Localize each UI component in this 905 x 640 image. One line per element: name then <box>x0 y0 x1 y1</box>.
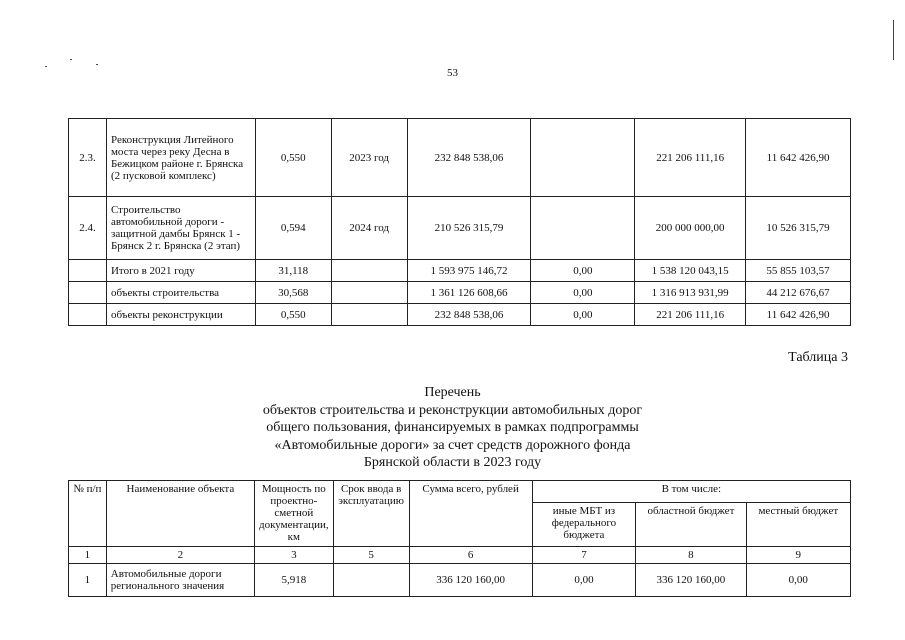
table-caption: Таблица 3 <box>788 350 848 365</box>
index-cell: 2 <box>106 547 254 564</box>
index-cell: 1 <box>69 547 107 564</box>
cell-name: объекты строительства <box>106 282 255 304</box>
cell-regional: 1 316 913 931,99 <box>635 282 746 304</box>
header-regional: областной бюджет <box>636 503 746 547</box>
cell-name: Автомобильные дороги регионального значения <box>106 564 254 597</box>
cell-total: 232 848 538,06 <box>407 304 531 326</box>
cell-federal: 0,00 <box>531 260 635 282</box>
cell-name: Реконструкция Литейного моста через реку Десна в Бежицком районе г. Брянска (2 пусковой комплекс) <box>106 119 255 197</box>
cell-num: 2.3. <box>69 119 107 197</box>
cell-regional: 221 206 111,16 <box>635 304 746 326</box>
table-row <box>69 119 851 197</box>
cell-regional: 200 000 000,00 <box>635 197 746 260</box>
table-header-row <box>69 481 851 503</box>
table-continuation <box>68 118 851 326</box>
cell-capacity: 0,550 <box>255 119 331 197</box>
index-cell: 3 <box>255 547 334 564</box>
cell-year <box>331 304 407 326</box>
table-row <box>69 564 851 597</box>
cell-capacity: 0,550 <box>255 304 331 326</box>
cell-total: 1 593 975 146,72 <box>407 260 531 282</box>
cell-total: 336 120 160,00 <box>409 564 532 597</box>
cell-federal <box>531 119 635 197</box>
index-cell: 6 <box>409 547 532 564</box>
cell-name: объекты реконструкции <box>106 304 255 326</box>
heading-line: Перечень <box>424 385 481 400</box>
cell-capacity: 0,594 <box>255 197 331 260</box>
header-federal: иные МБТ из федерального бюджета <box>532 503 636 547</box>
cell-federal <box>531 197 635 260</box>
cell-total: 232 848 538,06 <box>407 119 531 197</box>
heading-line: «Автомобильные дороги» за счет средств дорожного фонда <box>274 437 631 453</box>
heading-line: общего пользования, финансируемых в рамках подпрограммы <box>266 420 639 435</box>
cell-capacity: 5,918 <box>255 564 334 597</box>
cell-local: 11 642 426,90 <box>746 119 851 197</box>
header-num: № п/п <box>69 481 107 547</box>
scan-edge-line <box>893 20 894 60</box>
cell-federal: 0,00 <box>532 564 636 597</box>
cell-regional: 221 206 111,16 <box>635 119 746 197</box>
cell-capacity: 30,568 <box>255 282 331 304</box>
header-year: Срок ввода в эксплуатацию <box>333 481 409 547</box>
header-total: Сумма всего, рублей <box>409 481 532 547</box>
cell-federal: 0,00 <box>531 282 635 304</box>
cell-total: 1 361 126 608,66 <box>407 282 531 304</box>
cell-capacity: 31,118 <box>255 260 331 282</box>
index-cell: 5 <box>333 547 409 564</box>
cell-local: 0,00 <box>746 564 850 597</box>
header-local: местный бюджет <box>746 503 850 547</box>
table-row <box>69 260 851 282</box>
heading-line: объектов строительства и реконструкции автомобильных дорог <box>262 402 643 418</box>
header-name: Наименование объекта <box>106 481 254 547</box>
cell-year <box>333 564 409 597</box>
cell-num: 2.4. <box>69 197 107 260</box>
header-capacity: Мощность по проектно-сметной документации, км <box>255 481 334 547</box>
table-row <box>69 304 851 326</box>
cell-name: Итого в 2021 году <box>106 260 255 282</box>
cell-num <box>69 260 107 282</box>
table-row <box>69 282 851 304</box>
cell-federal: 0,00 <box>531 304 635 326</box>
cell-year <box>331 282 407 304</box>
cell-regional: 1 538 120 043,15 <box>635 260 746 282</box>
index-cell: 7 <box>532 547 636 564</box>
cell-local: 44 212 676,67 <box>746 282 851 304</box>
cell-year: 2023 год <box>331 119 407 197</box>
table-3 <box>68 480 851 597</box>
cell-year: 2024 год <box>331 197 407 260</box>
cell-num: 1 <box>69 564 107 597</box>
scan-speck <box>70 59 72 60</box>
index-cell: 9 <box>746 547 850 564</box>
cell-num <box>69 304 107 326</box>
cell-name: Строительство автомобильной дороги - защитной дамбы Брянск 1 - Брянск 2 г. Брянска (2 этап) <box>106 197 255 260</box>
table-row <box>69 197 851 260</box>
cell-local: 55 855 103,57 <box>746 260 851 282</box>
page-number: 53 <box>447 67 458 79</box>
scan-speck <box>96 64 98 65</box>
cell-year <box>331 260 407 282</box>
header-including: В том числе: <box>532 481 850 503</box>
cell-local: 10 526 315,79 <box>746 197 851 260</box>
index-cell: 8 <box>636 547 746 564</box>
cell-regional: 336 120 160,00 <box>636 564 746 597</box>
heading-line: Брянской области в 2023 году <box>363 455 542 470</box>
cell-local: 11 642 426,90 <box>746 304 851 326</box>
cell-total: 210 526 315,79 <box>407 197 531 260</box>
document-heading <box>0 384 905 472</box>
cell-num <box>69 282 107 304</box>
table-index-row <box>69 547 851 564</box>
